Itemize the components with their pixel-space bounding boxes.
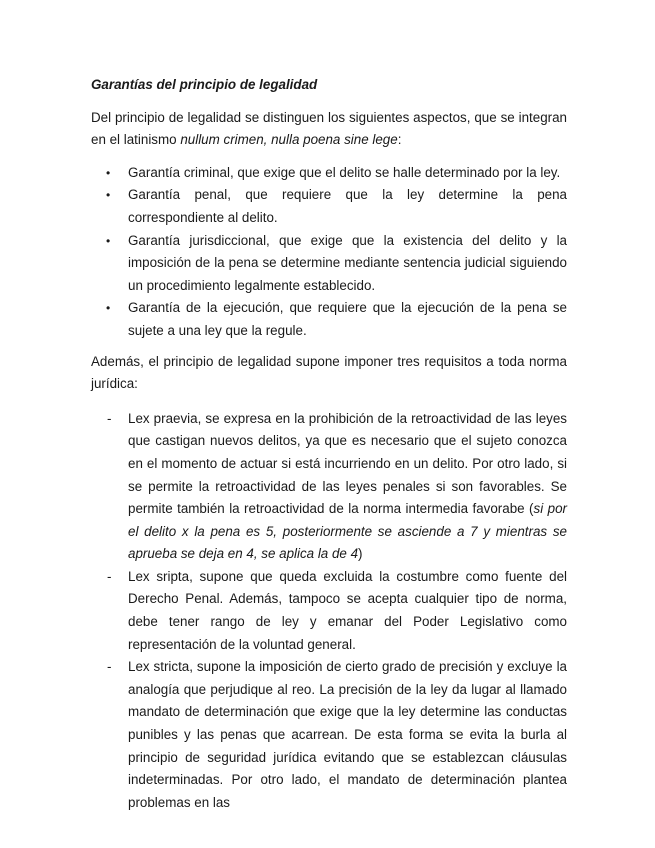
dash-icon: - — [107, 410, 112, 426]
requirements-intro: Además, el principio de legalidad supone imponer tres requisitos a toda norma jurídica: — [91, 353, 567, 392]
document-page — [91, 62, 567, 814]
bullet-icon: • — [106, 301, 111, 316]
intro-latin-phrase: nullum crimen, nulla poena sine lege — [180, 132, 398, 148]
intro-paragraph — [91, 107, 567, 152]
intro-end: : — [397, 132, 402, 148]
list-item-text: Garantía penal, que requiere que la ley determine la pena correspondiente al delito. — [128, 187, 567, 225]
guarantees-list — [91, 162, 567, 343]
requirement-text: Lex stricta, supone la imposición de cierto grado de precisión y excluye la analogía que perjudique al reo. La precisión de la ley da lugar al llamado mandato de determinación que exige que la ley determine las conductas punibles y las penas que acarrean. De esta forma se evita la burla al principio de seguridad jurídica evitando que se establezcan cláusulas indeterminadas. Por otro lado, el mandato de determinación plantea problemas en las — [128, 659, 567, 810]
requirement-end: ) — [358, 546, 363, 562]
list-item-text: Garantía jurisdiccional, que exige que la existencia del delito y la imposición de la pena se determine mediante sentencia judicial siguiendo un procedimiento legalmente establecido. — [128, 232, 567, 293]
requirement-item — [91, 408, 567, 566]
bullet-icon: • — [106, 165, 111, 180]
bullet-icon: • — [106, 188, 111, 203]
requirement-text: Lex praevia, se expresa en la prohibición de la retroactividad de las leyes que castigan nuevos delitos, ya que es necesario que el sujeto conozca en el momento de actuar si está incurriendo en un delito. Por otro lado, si se permite la retroactividad de las leyes penales si son favorables. Se permite también la retroactividad de la norma intermedia favorabe ( — [128, 410, 567, 517]
list-item-text: Garantía de la ejecución, que requiere que la ejecución de la pena se sujete a una ley que la regule. — [128, 300, 567, 338]
requirement-text: Lex sripta, supone que queda excluida la costumbre como fuente del Derecho Penal. Además, tampoco se acepta cualquier tipo de norma, debe tener rango de ley y emanar del Poder Legislativo como representación de la voluntad general. — [128, 568, 567, 652]
list-item — [91, 230, 567, 298]
requirements-list — [91, 408, 567, 815]
dash-icon: - — [107, 659, 112, 675]
requirement-item — [91, 656, 567, 814]
list-item — [91, 297, 567, 342]
list-item — [91, 162, 567, 185]
requirement-item — [91, 566, 567, 656]
list-item — [91, 184, 567, 229]
requirement-example: si por el delito x la pena es 5, posteriormente se asciende a 7 y mientras se aprueba se deja en 4, se aplica la de 4 — [128, 501, 567, 562]
bullet-icon: • — [106, 233, 111, 248]
list-item-text: Garantía criminal, que exige que el delito se halle determinado por la ley. — [128, 164, 561, 180]
dash-icon: - — [107, 568, 112, 584]
intro-text: Del principio de legalidad se distinguen los siguientes aspectos, que se integran en el latinismo — [91, 109, 567, 148]
section-heading: Garantías del principio de legalidad — [91, 77, 318, 92]
